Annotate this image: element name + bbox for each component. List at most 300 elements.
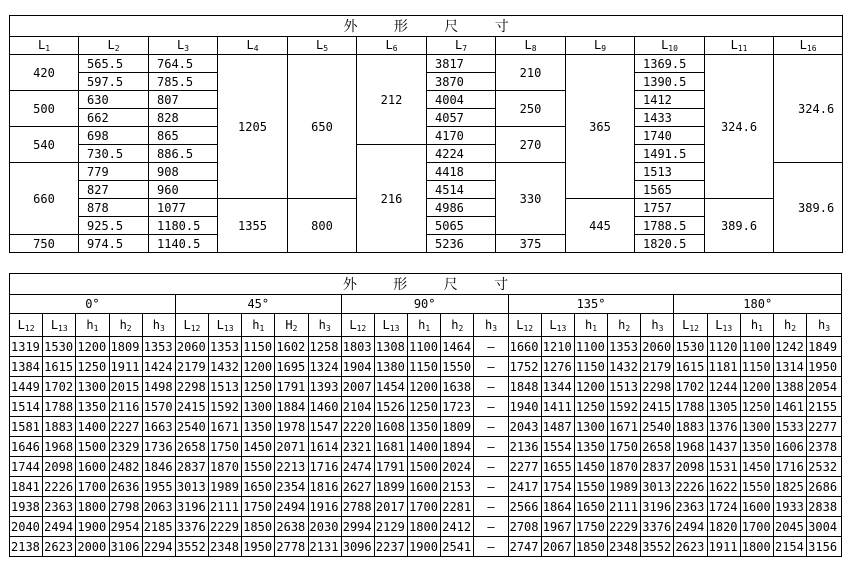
column-header [149, 37, 218, 55]
L5-cell: 800 [288, 199, 357, 253]
column-header-subscript: 4 [253, 44, 259, 53]
column-header [774, 37, 843, 55]
column-header [10, 314, 43, 337]
table-cell: 1606 [773, 437, 806, 457]
column-header-base: L [50, 317, 59, 332]
table-cell: 1600 [76, 457, 109, 477]
L2-cell: 565.5 [79, 55, 149, 73]
column-header-base: H [285, 317, 293, 332]
table-cell: 1250 [740, 397, 773, 417]
table-cell: 1968 [674, 437, 707, 457]
table-cell: 1500 [408, 457, 441, 477]
table-cell: 2415 [641, 397, 674, 417]
column-header [566, 37, 635, 55]
table-cell: 2747 [508, 537, 541, 557]
table-cell: 1864 [541, 497, 574, 517]
column-header-base: L [730, 38, 738, 52]
table-cell: 2131 [308, 537, 341, 557]
column-header-base: L [516, 317, 524, 332]
table-cell: 1989 [608, 477, 641, 497]
table-cell: 2540 [641, 417, 674, 437]
table-cell: 2636 [109, 477, 142, 497]
table-cell: 1752 [508, 357, 541, 377]
column-header-base: h [451, 317, 459, 332]
column-header-base: h [651, 317, 659, 332]
table-cell: 1530 [43, 337, 76, 357]
table-cell: 2116 [109, 397, 142, 417]
column-header [76, 314, 109, 337]
table-cell: 3376 [175, 517, 208, 537]
L1-cell: 750 [10, 235, 79, 253]
column-header [707, 314, 740, 337]
table-cell: 1671 [209, 417, 242, 437]
table-cell: 1570 [142, 397, 175, 417]
L2-cell: 779 [79, 163, 149, 181]
table-cell: 1911 [707, 537, 740, 557]
L7-cell: 4418 [427, 163, 496, 181]
table-cell: 2474 [341, 457, 374, 477]
table-cell: 1900 [408, 537, 441, 557]
table-cell: 2154 [773, 537, 806, 557]
table-cell: 1615 [43, 357, 76, 377]
column-header-subscript: 5 [323, 44, 329, 53]
table-cell: 1200 [408, 377, 441, 397]
table1-title: 外 形 尺 寸 [10, 16, 843, 37]
table-cell: 2321 [341, 437, 374, 457]
column-header-subscript: 1 [425, 323, 431, 333]
column-header [641, 314, 674, 337]
column-header [357, 37, 427, 55]
table-cell: 1850 [242, 517, 275, 537]
table-cell: 1353 [608, 337, 641, 357]
L4-cell: 1355 [218, 199, 288, 253]
column-header [441, 314, 474, 337]
column-header-subscript: 3 [325, 323, 331, 333]
L7-cell: 4004 [427, 91, 496, 109]
table-cell: 2007 [341, 377, 374, 397]
table-cell: 1531 [707, 457, 740, 477]
column-header-base: h [784, 317, 792, 332]
table-cell: — [474, 337, 508, 357]
table-cell: 2015 [109, 377, 142, 397]
table-cell: 1150 [408, 357, 441, 377]
table-cell: 2798 [109, 497, 142, 517]
table-cell: 2348 [608, 537, 641, 557]
table-cell: 3013 [641, 477, 674, 497]
L1-cell: 660 [10, 163, 79, 235]
L2-cell: 630 [79, 91, 149, 109]
L7-cell: 5236 [427, 235, 496, 253]
table-cell: 1380 [374, 357, 407, 377]
column-header [79, 37, 149, 55]
L7-cell: 4986 [427, 199, 496, 217]
column-header-base: L [715, 317, 723, 332]
table-cell: 1800 [76, 497, 109, 517]
column-header-subscript: 13 [389, 323, 400, 333]
table-cell: 1870 [209, 457, 242, 477]
L16-cell: 324.6 [774, 55, 843, 163]
table-cell: 1100 [408, 337, 441, 357]
column-header-base: L [385, 38, 393, 52]
column-header-base: h [584, 317, 593, 332]
table-cell: 1550 [740, 477, 773, 497]
table-row [10, 377, 842, 397]
table-cell: 1592 [209, 397, 242, 417]
column-header [496, 37, 566, 55]
L2-cell: 662 [79, 109, 149, 127]
table-cell: — [474, 477, 508, 497]
table-cell: 1816 [308, 477, 341, 497]
column-header-base: L [216, 317, 224, 332]
dimension-table-1 [9, 15, 843, 253]
table-cell: 2540 [175, 417, 208, 437]
table-cell: 1384 [10, 357, 43, 377]
table-cell: 1514 [10, 397, 43, 417]
table-cell: 1250 [242, 377, 275, 397]
table-cell: 1350 [740, 437, 773, 457]
table-cell: 2638 [275, 517, 308, 537]
table-cell: 1671 [608, 417, 641, 437]
table-cell: — [474, 437, 508, 457]
column-header-subscript: 12 [689, 323, 699, 333]
angle-header: 90° [341, 295, 508, 314]
column-header-subscript: 12 [523, 323, 534, 333]
table-cell: 1650 [574, 497, 607, 517]
L1-cell: 540 [10, 127, 79, 163]
column-header-subscript: 12 [190, 323, 201, 333]
table-cell: 1581 [10, 417, 43, 437]
table-cell: 2063 [142, 497, 175, 517]
table-cell: 2494 [674, 517, 707, 537]
table-cell: 2623 [43, 537, 76, 557]
L10-cell: 1513 [635, 163, 705, 181]
table-cell: — [474, 357, 508, 377]
L10-cell: 1788.5 [635, 217, 705, 235]
column-header-subscript: 2 [126, 323, 132, 333]
column-header-subscript: 13 [58, 323, 68, 333]
table-cell: 1894 [441, 437, 474, 457]
table-cell: 3096 [341, 537, 374, 557]
table-cell: 1242 [773, 337, 806, 357]
column-header [374, 314, 407, 337]
table-cell: 1533 [773, 417, 806, 437]
table-cell: 1702 [43, 377, 76, 397]
column-header [142, 314, 175, 337]
table-cell: 1210 [541, 337, 574, 357]
table-cell: 3156 [807, 537, 842, 557]
table-cell: 1803 [341, 337, 374, 357]
table-cell: 2229 [608, 517, 641, 537]
table-cell: 1899 [374, 477, 407, 497]
table-cell: 1432 [209, 357, 242, 377]
table-cell: — [474, 537, 508, 557]
table-cell: 2054 [807, 377, 842, 397]
angle-header: 45° [175, 295, 341, 314]
L3-cell: 886.5 [149, 145, 218, 163]
table-cell: 1411 [541, 397, 574, 417]
table-cell: 2277 [807, 417, 842, 437]
dimension-table-2 [9, 273, 842, 557]
table-cell: 2837 [641, 457, 674, 477]
column-header-base: L [524, 38, 532, 52]
table-cell: 2185 [142, 517, 175, 537]
table-cell: 1750 [242, 497, 275, 517]
table-cell: 1450 [740, 457, 773, 477]
table-cell: 1460 [308, 397, 341, 417]
table-cell: 1437 [707, 437, 740, 457]
column-header-base: L [593, 38, 602, 52]
column-header-base: h [484, 317, 493, 332]
column-header-subscript: 2 [292, 323, 298, 333]
table-cell: 1150 [242, 337, 275, 357]
table-cell: 1681 [374, 437, 407, 457]
table-cell: 2017 [374, 497, 407, 517]
table-cell: 2294 [142, 537, 175, 557]
L3-cell: 828 [149, 109, 218, 127]
table-cell: 1900 [76, 517, 109, 537]
L10-cell: 1412 [635, 91, 705, 109]
column-header [674, 314, 707, 337]
table-cell: — [474, 377, 508, 397]
angle-header: 135° [508, 295, 674, 314]
L8-cell: 210 [496, 55, 566, 91]
table-cell: 2838 [807, 497, 842, 517]
table-cell: 1791 [374, 457, 407, 477]
table-cell: 1622 [707, 477, 740, 497]
table-cell: 2045 [773, 517, 806, 537]
column-header-subscript: 2 [458, 323, 464, 333]
table-cell: 1350 [408, 417, 441, 437]
table-cell: 1700 [740, 517, 773, 537]
table-cell: 1432 [608, 357, 641, 377]
column-header-subscript: 1 [93, 323, 99, 333]
table-cell: 2482 [109, 457, 142, 477]
column-header-subscript: 8 [531, 44, 537, 53]
column-header-subscript: 6 [392, 44, 398, 53]
column-header [705, 37, 774, 55]
table-cell: 2778 [275, 537, 308, 557]
table-cell: 1602 [275, 337, 308, 357]
table-cell: 1200 [242, 357, 275, 377]
table-cell: 1454 [374, 377, 407, 397]
table-cell: 2994 [341, 517, 374, 537]
table-cell: 1608 [374, 417, 407, 437]
column-header [341, 314, 374, 337]
column-header-base: L [183, 317, 191, 332]
table-cell: 1550 [242, 457, 275, 477]
table-cell: 3376 [641, 517, 674, 537]
table-cell: 3552 [641, 537, 674, 557]
table-cell: 1487 [541, 417, 574, 437]
L3-cell: 865 [149, 127, 218, 145]
table-cell: 2494 [43, 517, 76, 537]
table-cell: — [474, 417, 508, 437]
table-cell: 2227 [109, 417, 142, 437]
column-header-base: L [349, 317, 357, 332]
table-cell: 1978 [275, 417, 308, 437]
column-header-subscript: 3 [184, 44, 190, 53]
L6-cell: 216 [357, 145, 427, 253]
table-cell: 2281 [441, 497, 474, 517]
table-cell: 1955 [142, 477, 175, 497]
table-cell: 1841 [10, 477, 43, 497]
L2-cell: 730.5 [79, 145, 149, 163]
table-cell: 1350 [242, 417, 275, 437]
table-cell: 1450 [574, 457, 607, 477]
L6-cell: 212 [357, 55, 427, 145]
table-cell: 1968 [43, 437, 76, 457]
table-cell: 1353 [209, 337, 242, 357]
table-cell: 2138 [10, 537, 43, 557]
L7-cell: 4514 [427, 181, 496, 199]
table-row [10, 457, 842, 477]
column-header-subscript: 12 [356, 323, 367, 333]
table-cell: 2060 [641, 337, 674, 357]
column-header-subscript: 3 [825, 323, 831, 333]
table-cell: 2043 [508, 417, 541, 437]
table-cell: 1344 [541, 377, 574, 397]
table-cell: 1498 [142, 377, 175, 397]
column-header-base: L [107, 38, 115, 52]
table-cell: 1300 [574, 417, 607, 437]
column-header [740, 314, 773, 337]
table-cell: 1300 [740, 417, 773, 437]
table-row [10, 397, 842, 417]
L10-cell: 1565 [635, 181, 705, 199]
L10-cell: 1390.5 [635, 73, 705, 91]
table-cell: 2179 [641, 357, 674, 377]
table-cell: 1883 [43, 417, 76, 437]
table-cell: 1950 [807, 357, 842, 377]
table-cell: 1276 [541, 357, 574, 377]
column-header [773, 314, 806, 337]
table-cell: 2067 [541, 537, 574, 557]
table-cell: 1655 [541, 457, 574, 477]
column-header [218, 37, 288, 55]
table-cell: 1660 [508, 337, 541, 357]
table1-header-row [10, 37, 843, 55]
column-header-base: L [382, 317, 390, 332]
L1-cell: 500 [10, 91, 79, 127]
table-cell: 1592 [608, 397, 641, 417]
table-cell: 2213 [275, 457, 308, 477]
L11-cell: 389.6 [705, 199, 774, 253]
table-cell: 1150 [740, 357, 773, 377]
table-cell: 2000 [76, 537, 109, 557]
column-header-subscript: 2 [791, 323, 797, 333]
L10-cell: 1369.5 [635, 55, 705, 73]
column-header-base: L [454, 38, 463, 52]
column-header-base: h [750, 317, 759, 332]
table-cell: 1120 [707, 337, 740, 357]
L3-cell: 764.5 [149, 55, 218, 73]
L7-cell: 5065 [427, 217, 496, 235]
table-cell: 2098 [43, 457, 76, 477]
table-cell: 1870 [608, 457, 641, 477]
L5-cell: 650 [288, 55, 357, 199]
column-header-base: h [86, 317, 94, 332]
table-cell: 2378 [807, 437, 842, 457]
L8-cell: 330 [496, 163, 566, 235]
table-cell: 1638 [441, 377, 474, 397]
table-cell: 2111 [608, 497, 641, 517]
table-row [10, 537, 842, 557]
table-cell: 2658 [175, 437, 208, 457]
table-cell: 2226 [674, 477, 707, 497]
table-cell: 2363 [674, 497, 707, 517]
L1-cell: 420 [10, 55, 79, 91]
column-header-base: L [17, 317, 25, 332]
table-cell: 1848 [508, 377, 541, 397]
table-cell: 1723 [441, 397, 474, 417]
table-cell: 1820 [707, 517, 740, 537]
table-cell: — [474, 497, 508, 517]
column-header-subscript: 3 [658, 323, 664, 333]
table-cell: 1744 [10, 457, 43, 477]
table-cell: 2623 [674, 537, 707, 557]
table-cell: 2954 [109, 517, 142, 537]
L10-cell: 1433 [635, 109, 705, 127]
table-cell: 3552 [175, 537, 208, 557]
table-cell: 1600 [740, 497, 773, 517]
L11-cell: 324.6 [705, 55, 774, 199]
L3-cell: 1140.5 [149, 235, 218, 253]
table-cell: 1791 [275, 377, 308, 397]
table-cell: 2277 [508, 457, 541, 477]
column-header-subscript: 1 [259, 323, 265, 333]
table-cell: 3004 [807, 517, 842, 537]
table-cell: 1500 [76, 437, 109, 457]
table-cell: 1809 [109, 337, 142, 357]
table-cell: 1700 [408, 497, 441, 517]
table-cell: 2040 [10, 517, 43, 537]
table-cell: 1353 [142, 337, 175, 357]
table-cell: 1702 [674, 377, 707, 397]
table-cell: 1305 [707, 397, 740, 417]
column-header [109, 314, 142, 337]
column-header-base: L [799, 38, 807, 52]
table-cell: 1513 [209, 377, 242, 397]
table-cell: 2686 [807, 477, 842, 497]
table-cell: 1788 [43, 397, 76, 417]
column-header-base: h [152, 317, 160, 332]
L2-cell: 827 [79, 181, 149, 199]
table-cell: 1716 [308, 457, 341, 477]
table-cell: 1554 [541, 437, 574, 457]
table-cell: 1883 [674, 417, 707, 437]
table-cell: 3196 [175, 497, 208, 517]
table-cell: — [474, 397, 508, 417]
column-header [288, 37, 357, 55]
table-cell: 1400 [408, 437, 441, 457]
column-header [635, 37, 705, 55]
table-cell: 2179 [175, 357, 208, 377]
L3-cell: 785.5 [149, 73, 218, 91]
table-cell: 2412 [441, 517, 474, 537]
table-cell: 1736 [142, 437, 175, 457]
table-cell: 1350 [76, 397, 109, 417]
L8-cell: 375 [496, 235, 566, 253]
column-header-base: h [119, 317, 127, 332]
table-cell: 1376 [707, 417, 740, 437]
L7-cell: 3870 [427, 73, 496, 91]
table-cell: 2111 [209, 497, 242, 517]
column-header-base: L [682, 317, 690, 332]
column-header-base: h [818, 317, 826, 332]
table-cell: 1940 [508, 397, 541, 417]
column-header [427, 37, 496, 55]
table-cell: 1614 [308, 437, 341, 457]
